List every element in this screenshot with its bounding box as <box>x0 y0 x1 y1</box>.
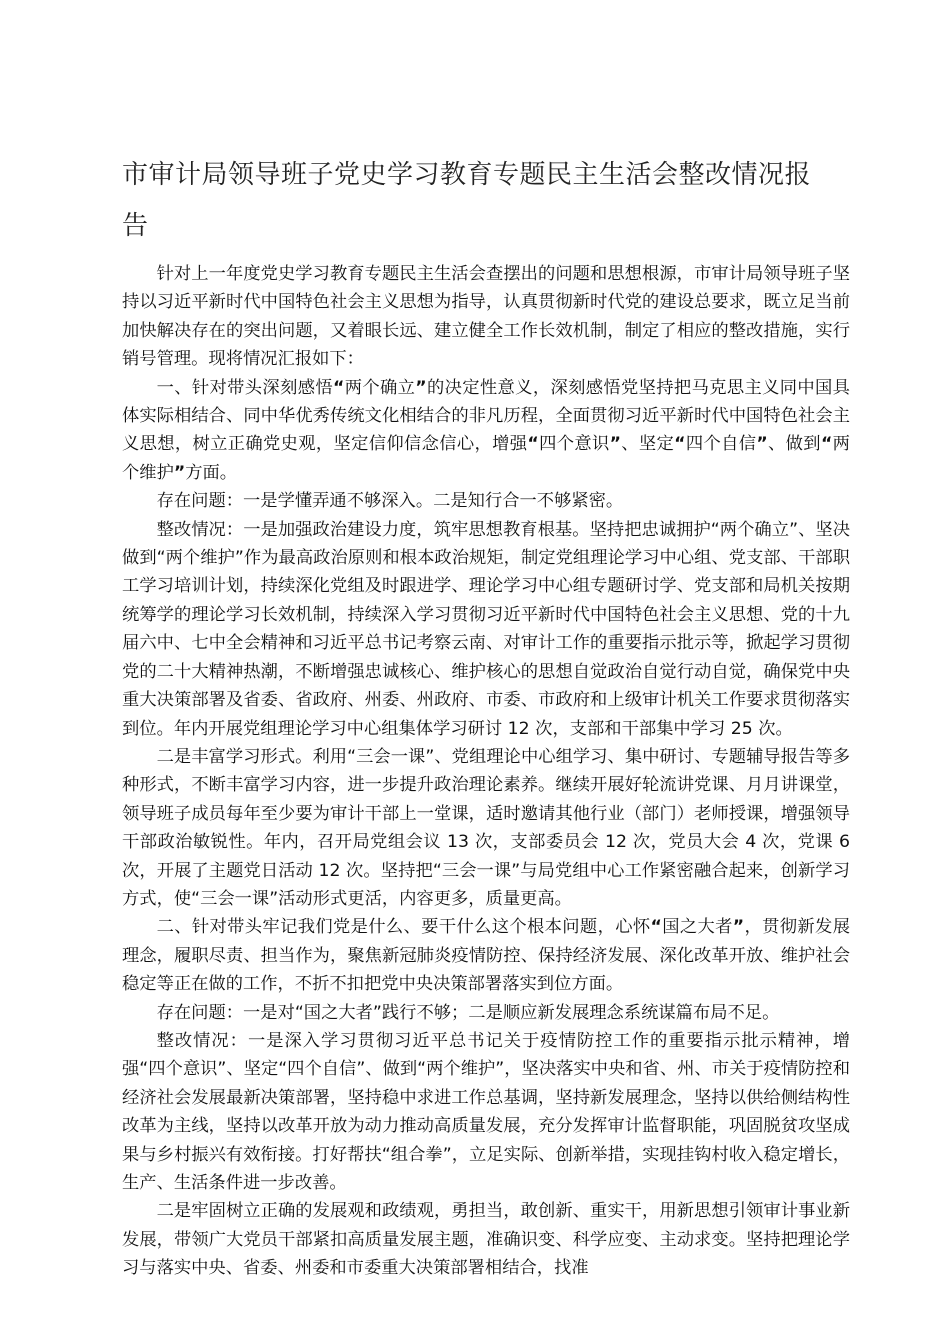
emphasis-mark: “ <box>820 434 833 455</box>
paragraph-text: 四个自信 <box>685 434 757 455</box>
body-paragraph <box>122 487 850 515</box>
document-title: 市审计局领导班子党史学习教育专题民主生活会整改情况报告 <box>122 160 812 241</box>
paragraph-text: 二是丰富学习形式。利用“三会一课”、党组理论中心组学习、集中研讨、专题辅导报告等多种形式，不断丰富学习内容，进一步提升政治理论素养。继续开展好轮流讲党课、月月讲课堂，领导班子成员每年至少要为审计干部上一堂课，适时邀请其他行业（部门）老师授课，增强领导干部政治敏锐性。年内，召开局党组会议 13 次，支部委员会 12 次，党员大会 4 次，党课 6 次，开展了主题党日活动 12 次。坚持把“三会一课”与局党组中心工作紧密融合起来，创新学习方式，使“三会一课”活动形式更活，内容更多，质量更高。 <box>122 746 850 909</box>
paragraph-text: 整改情况：一是深入学习贯彻习近平总书记关于疫情防控工作的重要指示批示精神，增强“四个意识”、坚定“四个自信”、做到“两个维护”，坚决落实中央和省、州、市关于疫情防控和经济社会发展最新决策部署，坚持稳中求进工作总基调，坚持新发展理念，坚持以供给侧结构性改革为主线，坚持以改革开放为动力推动高质量发展，充分发挥审计监督职能，巩固脱贫攻坚成果与乡村振兴有效衔接。打好帮扶“组合拳”，立足实际、创新举措，实现挂钩村收入稳定增长，生产、生活条件进一步改善。 <box>122 1030 850 1193</box>
paragraph-text: ，贯彻新发展理念，履职尽责、担当作为，聚焦新冠肺炎疫情防控、保持经济发展、深化改革开放、维护社会稳定等正在做的工作，不折不扣把党中央决策部署落实到位方面。 <box>122 917 850 995</box>
body-paragraph <box>122 516 850 743</box>
paragraph-text: 、做到 <box>767 434 821 455</box>
emphasis-mark: ” <box>173 462 186 483</box>
emphasis-mark: ” <box>732 917 745 938</box>
paragraph-text: 整改情况：一是加强政治建设力度，筑牢思想教育根基。坚持把忠诚拥护“两个确立”、坚决做到“两个维护”作为最高政治原则和根本政治规矩，制定党组理论学习中心组、党支部、干部职工学习培训计划，持续深化党组及时跟进学、理论学习中心组专题研讨学、党支部和局机关按期统筹学的理论学习长效机制，持续深入学习贯彻习近平新时代中国特色社会主义思想、党的十九届六中、七中全会精神和习近平总书记考察云南、对审计工作的重要指示批示等，掀起学习贯彻党的二十大精神热潮，不断增强忠诚核心、维护核心的思想自觉政治自觉行动自觉，确保党中央重大决策部署及省委、省政府、州委、州政府、市委、市政府和上级审计机关工作要求贯彻落实到位。年内开展党组理论学习中心组集体学习研讨 12 次，支部和干部集中学习 25 次。 <box>122 519 850 739</box>
document-body <box>122 260 850 1283</box>
paragraph-text: 的决定性意义，深刻感悟党坚持把马克思主义同中国具体实际相结合、同中华优秀传统文化相结合的非凡历程，全面贯彻习近平新时代中国特色社会主义思想，树立正确党史观，坚定信仰信念信心，增强 <box>122 377 850 455</box>
emphasis-mark: ” <box>609 434 621 455</box>
paragraph-text: 针对上一年度党史学习教育专题民主生活会查摆出的问题和思想根源，市审计局领导班子坚持以习近平新时代中国特色社会主义思想为指导，认真贯彻新时代党的建设总要求，既立足当前加快解决存在的突出问题，又着眼长远、建立健全工作长效机制，制定了相应的整改措施，实行销号管理。现将情况汇报如下： <box>122 264 850 370</box>
paragraph-text: 二是牢固树立正确的发展观和政绩观，勇担当，敢创新、重实干，用新思想引领审计事业新发展，带领广大党员干部紧扣高质量发展主题，准确识变、科学应变、主动求变。坚持把理论学习与落实中央、省委、州委和市委重大决策部署相结合，找准 <box>122 1201 850 1279</box>
paragraph-text: 国之大者 <box>661 917 733 938</box>
body-paragraph <box>122 743 850 913</box>
body-paragraph <box>122 999 850 1027</box>
body-paragraph <box>122 374 850 488</box>
body-paragraph <box>122 1027 850 1197</box>
emphasis-mark: “ <box>527 434 539 455</box>
emphasis-mark: ” <box>756 434 768 455</box>
body-paragraph <box>122 1197 850 1282</box>
emphasis-mark: ” <box>415 377 427 398</box>
paragraph-text: 二、针对带头牢记我们党是什么、要干什么这个根本问题，心怀 <box>156 917 651 938</box>
emphasis-mark: “ <box>332 377 345 398</box>
emphasis-mark: “ <box>674 434 686 455</box>
paragraph-text: 存在问题：一是对“国之大者”践行不够；二是顺应新发展理念系统谋篇布局不足。 <box>156 1002 780 1023</box>
paragraph-text: 一、针对带头深刻感悟 <box>156 377 333 398</box>
paragraph-text: 两个确立 <box>344 377 416 398</box>
paragraph-text: 两个维护 <box>122 434 850 483</box>
paragraph-text: 、坚定 <box>620 434 675 455</box>
emphasis-mark: “ <box>650 917 662 938</box>
paragraph-text: 存在问题：一是学懂弄通不够深入。二是知行合一不够紧密。 <box>156 491 624 512</box>
paragraph-text: 方面。 <box>185 462 238 483</box>
body-paragraph <box>122 260 850 374</box>
paragraph-text: 四个意识 <box>538 434 610 455</box>
body-paragraph <box>122 913 850 998</box>
